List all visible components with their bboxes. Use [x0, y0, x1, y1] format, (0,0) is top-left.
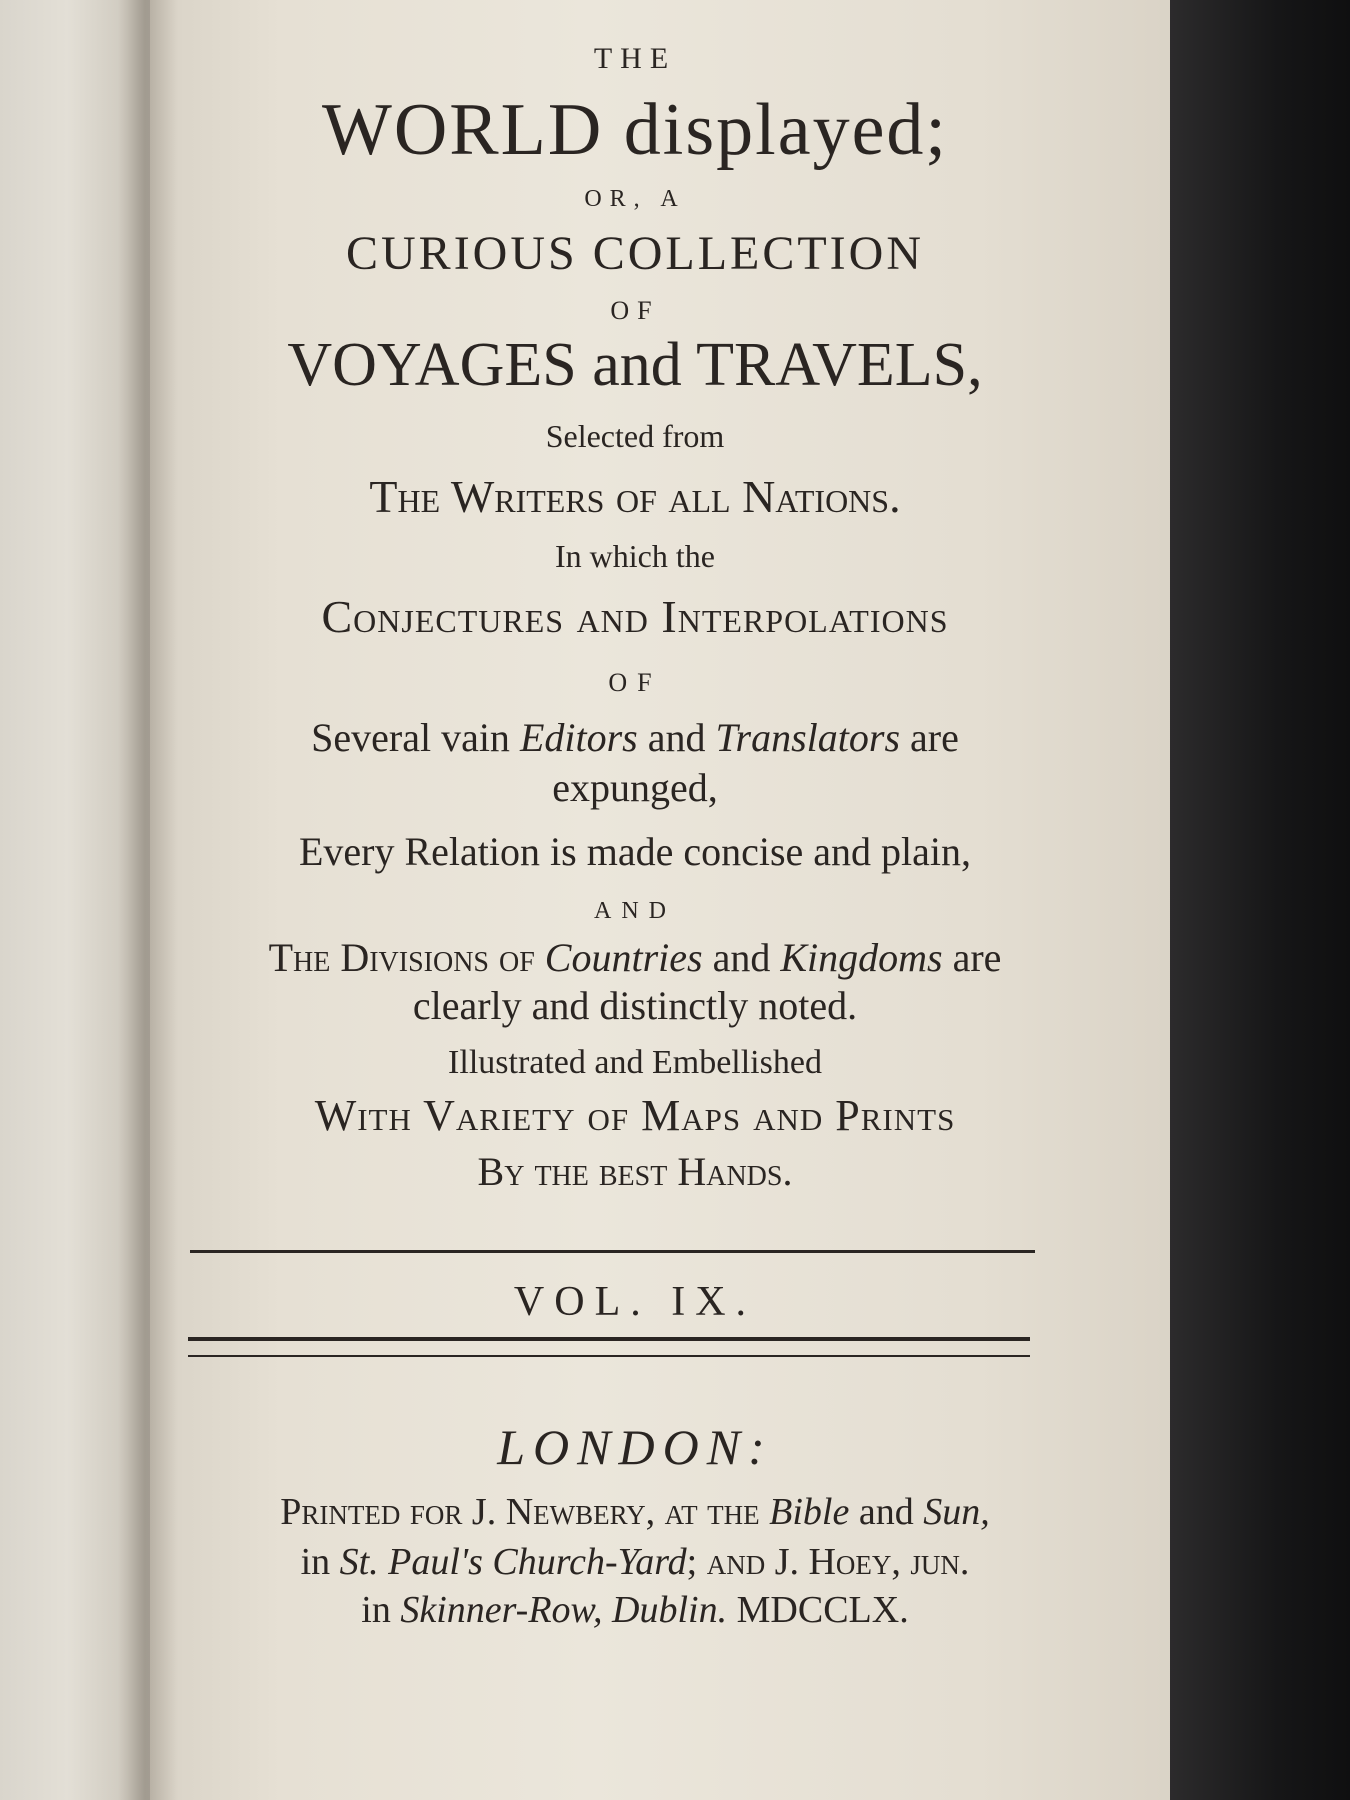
and-caps: AND	[594, 898, 676, 924]
and-text-2: and	[702, 935, 781, 980]
imprint-text-3a: in	[361, 1589, 401, 1631]
main-title: WORLD displayed;	[322, 89, 948, 171]
clearly-noted: clearly and distinctly noted.	[412, 983, 858, 1028]
writers-nations: The Writers of all Nations.	[369, 471, 901, 522]
kingdoms-text: Kingdoms	[780, 935, 943, 980]
divisions-countries	[185, 934, 1085, 981]
rule-top	[190, 1250, 1035, 1253]
volume-number: VOL. IX.	[513, 1279, 757, 1325]
and-text: and	[637, 715, 716, 760]
of-line-1: OF	[610, 296, 660, 325]
best-hands: By the best Hands.	[477, 1149, 793, 1194]
rule-bottom-2	[188, 1355, 1030, 1357]
imprint-line-1	[185, 1490, 1085, 1534]
imprint-line-2	[185, 1540, 1085, 1584]
every-relation: Every Relation is made concise and plain,	[298, 829, 971, 874]
bible-text: Bible	[769, 1491, 850, 1533]
imprint-line-3	[185, 1588, 1085, 1632]
imprint-text-1b: and	[849, 1491, 924, 1533]
in-which-the: In which the	[555, 538, 715, 574]
are-text: are	[900, 715, 959, 760]
several-vain-editors	[185, 714, 1085, 761]
translators-text: Translators	[715, 715, 901, 760]
imprint-text-1a: Printed for J. Newbery, at the	[280, 1491, 770, 1533]
countries-text: Countries	[544, 935, 703, 980]
london: LONDON:	[497, 1419, 773, 1475]
of-line-2: OF	[608, 668, 662, 697]
divisions-text: The Divisions of	[268, 935, 545, 980]
church-yard-text: St. Paul's Church-Yard	[339, 1541, 687, 1583]
selected-from: Selected from	[545, 418, 725, 454]
imprint-text-2b: ; and J. Hoey, jun.	[686, 1541, 970, 1583]
or-a: OR, A	[584, 186, 686, 212]
background-surface	[1170, 0, 1350, 1800]
several-vain-text: Several vain	[311, 715, 520, 760]
imprint-text-3b: MDCCLX.	[727, 1589, 909, 1631]
voyages-travels: VOYAGES and TRAVELS,	[287, 331, 983, 399]
rule-bottom-1	[188, 1337, 1030, 1341]
skinner-dublin-text: Skinner-Row, Dublin.	[400, 1589, 728, 1631]
title-the: THE	[593, 42, 677, 75]
illustrated-embellished: Illustrated and Embellished	[448, 1044, 822, 1081]
expunged: expunged,	[552, 765, 718, 810]
curious-collection: CURIOUS COLLECTION	[346, 227, 924, 280]
editors-text: Editors	[519, 715, 638, 760]
sun-text: Sun,	[923, 1491, 990, 1533]
imprint-text-2a: in	[300, 1541, 340, 1583]
variety-maps-prints: With Variety of Maps and Prints	[314, 1091, 956, 1140]
conjectures-interpolations: Conjectures and Interpolations	[321, 591, 949, 642]
are-text-2: are	[942, 935, 1002, 980]
book-gutter	[118, 0, 178, 1800]
